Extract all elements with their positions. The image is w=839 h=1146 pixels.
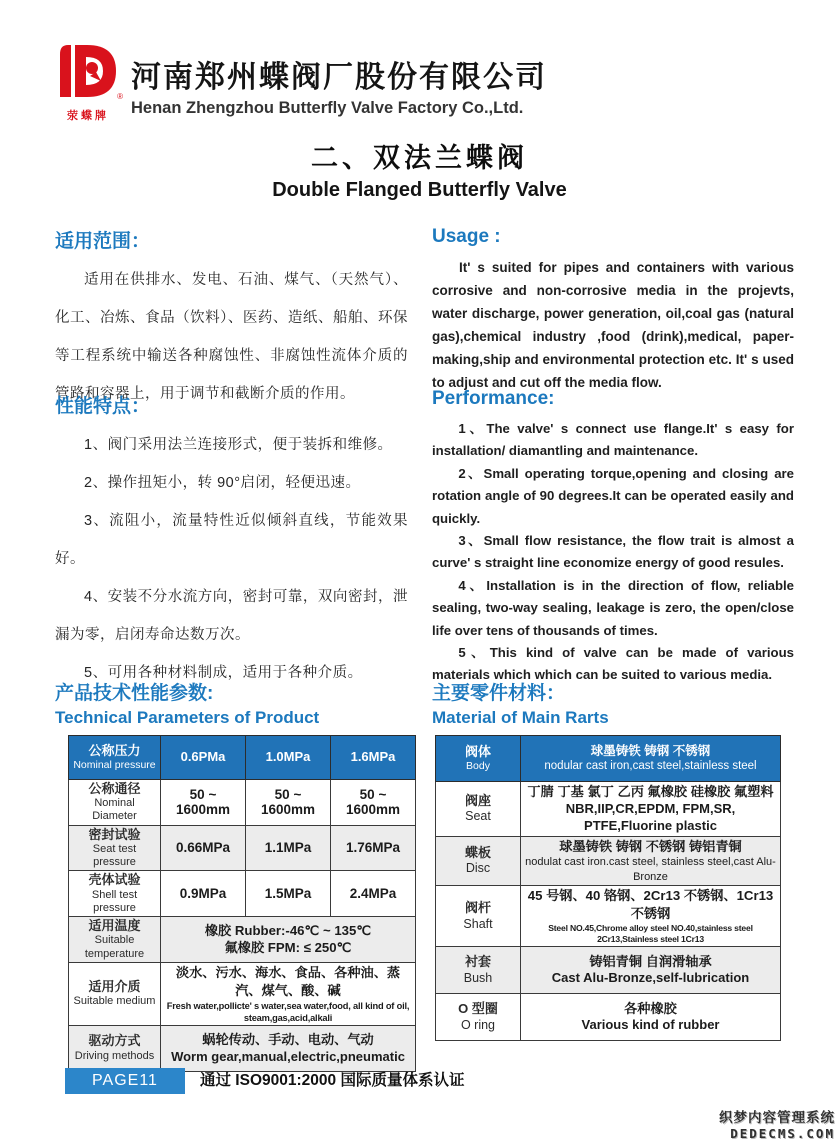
performance-item: 4、Installation is in the direction of flow, reliable sealing, two-way sealing, leakage is zero, the open/close life over tens of thousands of times.: [432, 577, 794, 638]
cms-watermark: [719, 1106, 835, 1141]
feature-item: 3、流阻小，流量特性近似倾斜直线，节能效果好。: [55, 513, 408, 567]
value-line: 橡胶 Rubber:-46℃ ~ 135℃: [204, 922, 372, 938]
header-label-en: Body: [466, 760, 490, 773]
value-cell: [521, 836, 781, 885]
row-label-cell: [436, 946, 521, 993]
value-cell: 50 ~ 1600mm: [161, 780, 246, 826]
table-row: [436, 836, 781, 885]
header-cell: [69, 736, 161, 780]
usage-body: It' s suited for pipes and containers with various corrosive and non-corrosive media in the projevts, water discharge, power generation, oil,coal gas (natural gas),chemical industry ,food (drink),medical, paper-making,ship and environmental protection etc. It' s used to adjust and cut off the media flow.: [432, 260, 794, 390]
technical-table-heading: [55, 678, 319, 728]
value-line: 球墨铸铁 铸钢 不锈钢: [590, 743, 711, 758]
table-header-row: [69, 736, 416, 780]
value-cell: [521, 782, 781, 837]
performance-item: 2、Small operating torque,opening and closing are rotation angle of 90 degrees.It can be operated easily and quickly.: [432, 465, 794, 526]
page-title-en: Double Flanged Butterfly Valve: [272, 179, 567, 201]
row-label-cn: 适用温度: [88, 918, 141, 934]
performance-item: 1、The valve' s connect use flange.It' s easy for installation/ diamantling and maintenance.: [432, 421, 794, 459]
materials-heading-en: Material of Main Rarts: [432, 708, 609, 727]
header-cell: 1.6MPa: [331, 736, 416, 780]
materials-table-heading: [432, 678, 609, 728]
row-label-cell: [69, 825, 161, 871]
technical-heading-cn: 产品技术性能参数:: [55, 683, 214, 704]
section-features: [55, 391, 408, 692]
performance-heading: Performance:: [432, 388, 555, 409]
value-cell: 1.5MPa: [246, 871, 331, 917]
butterfly-valve-brand-icon: [55, 42, 121, 100]
performance-item: 3、Small flow resistance, the flow trait is almost a curve' s straight line economize energy of good resules.: [432, 533, 794, 571]
row-label-en: O ring: [460, 1017, 496, 1032]
section-usage: [432, 226, 794, 394]
table-row: [436, 886, 781, 947]
row-label-en: Nominal Diameter: [92, 797, 137, 823]
row-label-en: Shaft: [463, 916, 493, 931]
feature-item: 1、阀门采用法兰连接形式，便于装拆和维修。: [84, 437, 393, 453]
row-label-en: Driving methods: [74, 1049, 155, 1062]
value-cell: 0.66MPa: [161, 825, 246, 871]
company-name-block: [131, 42, 547, 118]
feature-item: 5、可用各种材料制成，适用于各种介质。: [84, 665, 363, 681]
row-label-en: Shell test pressure: [91, 888, 138, 914]
value-cell: 1.76MPa: [331, 825, 416, 871]
table-row: [436, 946, 781, 993]
row-label-en: Seat test pressure: [92, 842, 137, 869]
brand-name: 荥蝶牌: [67, 110, 109, 122]
features-heading: 性能特点：: [55, 396, 151, 417]
header-cell: 0.6PMa: [161, 736, 246, 780]
usage-heading: Usage :: [432, 226, 501, 247]
row-label-en: Bush: [463, 970, 493, 985]
company-header: [55, 42, 547, 123]
row-label-cn: 蝶板: [464, 845, 491, 861]
header-cell: 1.0MPa: [246, 736, 331, 780]
row-label-cell: [436, 836, 521, 885]
page-title-cn: 二、双法兰蝶阀: [311, 143, 528, 173]
row-label-cell: [69, 962, 161, 1025]
section-scope: [55, 226, 408, 413]
row-label-en: Suitable temperature: [84, 934, 145, 960]
company-logo: [55, 42, 121, 123]
value-cell: [161, 1025, 416, 1071]
table-row: [436, 782, 781, 837]
table-row: [69, 1025, 416, 1071]
value-cell: [161, 916, 416, 962]
table-row: [436, 993, 781, 1040]
value-line: Various kind of rubber: [581, 1017, 720, 1033]
row-label-cn: 壳体试验: [88, 872, 141, 888]
table-row: [69, 825, 416, 871]
row-label-en: Disc: [465, 861, 491, 876]
value-line: Worm gear,manual,electric,pneumatic: [171, 1048, 405, 1064]
row-label-cn: 密封试验: [88, 826, 141, 842]
header-cell: [436, 736, 521, 782]
page-number-badge: PAGE11: [65, 1068, 185, 1094]
section-performance: [432, 388, 794, 687]
row-label-cell: [69, 871, 161, 917]
row-label-cell: [69, 1025, 161, 1071]
row-label-cn: 阀座: [464, 793, 491, 809]
row-label-cell: [436, 782, 521, 837]
row-label-cell: [69, 916, 161, 962]
value-cell: 50 ~ 1600mm: [331, 780, 416, 826]
value-cell: [521, 993, 781, 1040]
value-line: 铸铝青铜 自润滑轴承: [589, 953, 712, 969]
value-cell: [161, 962, 416, 1025]
value-cell: [521, 946, 781, 993]
row-label-cn: O 型圈: [458, 1001, 498, 1017]
iso-certification-text: 通过 ISO9001:2000 国际质量体系认证: [200, 1072, 465, 1089]
value-cell: 50 ~ 1600mm: [246, 780, 331, 826]
header-cell: [521, 736, 781, 782]
value-line: 45 号钢、40 铬钢、2Cr13 不锈钢、1Cr13 不锈钢: [527, 888, 774, 921]
value-line: nodulat cast iron.cast steel, stainless steel,cast Alu-Bronze: [525, 856, 776, 883]
technical-parameters-table: [68, 735, 416, 1072]
row-label-cn: 公称通径: [88, 781, 141, 796]
header-label-en: Nominal pressure: [73, 759, 156, 772]
value-line: Fresh water,pollicte' s water,sea water,food, all kind of oil, steam,gas,acid,alkali: [166, 1000, 410, 1023]
value-line: 淡水、污水、海水、食品、各种油、蒸汽、煤气、酸、碱: [175, 964, 401, 998]
value-line: Cast Alu-Bronze,self-lubrication: [551, 970, 750, 986]
table-row: [69, 780, 416, 826]
row-label-en: Suitable medium: [73, 995, 156, 1008]
row-label-en: Seat: [465, 809, 491, 824]
table-row: [69, 962, 416, 1025]
table-row: [69, 916, 416, 962]
header-label-cn: 阀体: [464, 744, 491, 760]
company-name-cn: 河南郑州蝶阀厂股份有限公司: [131, 61, 547, 94]
row-label-cell: [69, 780, 161, 826]
document-title: [0, 136, 839, 202]
company-name-en: Henan Zhengzhou Butterfly Valve Factory Co.,Ltd.: [131, 99, 524, 117]
row-label-cn: 驱动方式: [88, 1033, 141, 1049]
table-header-row: [436, 736, 781, 782]
value-line: NBR,IIP,CR,EPDM, FPM,SR, PTFE,Fluorine plastic: [565, 800, 736, 833]
watermark-line-en: DEDECMS.COM: [730, 1126, 835, 1141]
header-label-cn: 公称压力: [88, 743, 141, 759]
materials-table: [435, 735, 781, 1041]
feature-item: 4、安装不分水流方向，密封可靠，双向密封，泄漏为零，启闭寿命达数万次。: [55, 589, 408, 643]
materials-heading-cn: 主要零件材料：: [432, 683, 566, 704]
scope-body: 适用在供排水、发电、石油、煤气、（天然气）、化工、冶炼、食品（饮料）、医药、造纸、船舶、环保等工程系统中输送各种腐蚀性、非腐蚀性流体介质的管路和容器上，用于调节和截断介质的作用。: [55, 272, 408, 402]
table-row: [69, 871, 416, 917]
value-line: 蜗轮传动、手动、电动、气动: [202, 1031, 374, 1047]
value-cell: 2.4MPa: [331, 871, 416, 917]
row-label-cn: 衬套: [464, 954, 491, 970]
value-line: nodular cast iron,cast steel,stainless steel: [544, 760, 757, 773]
value-cell: 1.1MPa: [246, 825, 331, 871]
row-label-cell: [436, 993, 521, 1040]
value-line: 球墨铸铁 铸钢 不锈钢 铸铝青铜: [559, 838, 742, 854]
value-cell: 0.9MPa: [161, 871, 246, 917]
watermark-line-cn: 织梦内容管理系统: [719, 1110, 835, 1125]
technical-heading-en: Technical Parameters of Product: [55, 708, 320, 727]
registered-trademark-mark: ®: [117, 92, 123, 101]
value-line: 氟橡胶 FPM: ≤ 250℃: [224, 940, 352, 956]
performance-item: 5、This kind of valve can be made of various materials which which can be suited to various media.: [432, 645, 794, 683]
value-line: 丁腈 丁基 氯丁 乙丙 氟橡胶 硅橡胶 氟塑料: [527, 784, 774, 799]
feature-item: 2、操作扭矩小，转 90°启闭，轻便迅速。: [84, 475, 361, 491]
value-line: 各种橡胶: [624, 1000, 677, 1016]
scope-heading: 适用范围：: [55, 231, 151, 252]
value-cell: [521, 886, 781, 947]
value-line: Steel NO.45,Chrome alloy steel NO.40,stainless steel 2Cr13,Stainless steel 1Cr13: [548, 922, 753, 944]
row-label-cn: 适用介质: [88, 979, 141, 995]
row-label-cell: [436, 886, 521, 947]
row-label-cn: 阀杆: [464, 900, 491, 916]
